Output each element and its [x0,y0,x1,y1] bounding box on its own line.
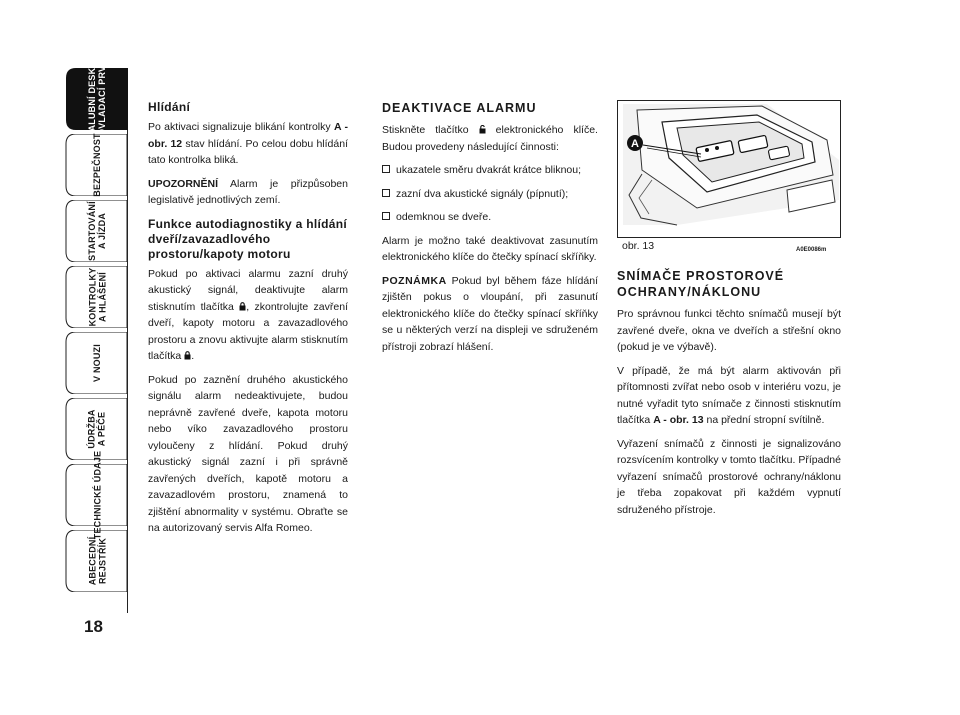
checkbox-bullet-icon [382,212,390,220]
page-number: 18 [84,617,103,636]
list-item: odemknou se dveře. [382,209,598,226]
checkbox-bullet-icon [382,189,390,197]
tab-label: PALUBNÍ DESKA A OVLADACÍ PRVKY [87,52,107,146]
list-item: zazní dva akustické signály (pípnutí); [382,186,598,203]
checkbox-bullet-icon [382,165,390,173]
unlock-icon [479,125,486,134]
paragraph: Po aktivaci signalizuje blikání kontrolky A - obr. 12 stav hlídání. Po celou dobu hlídání tato kontrolka bliká. [148,121,349,166]
paragraph: Stiskněte tlačítko elektronického klíče. Budou provedeny následující činnosti: [382,124,598,153]
paragraph: Pokud po zaznění druhého akustického signálu alarm nedeaktivujete, budou neprávně zavřené dveře, kapota motoru nebo víko zavazadlového prostoru vyloučeny z hlídání. Pokud druhý akustický signál zazní i při správně zavřených dveřích, kapotě motoru a zavazadlovém prostoru, znamená to zjištění abnormality v systému. Obraťte se na autorizovaný servis Alfa Romeo. [148,373,348,534]
chapter-tabs [56,52,128,648]
tab-kontrolky[interactable] [56,266,128,328]
roof-light-illustration [617,100,841,255]
column-2 [382,100,598,362]
column-3 [617,268,841,525]
tab-label: BEZPEČNOST [92,133,103,197]
figure-reference: A - obr. 12 [148,121,349,150]
paragraph: V případě, že má být alarm aktivován při přítomnosti zvířat nebo osob v interiéru vozu, je nutné vyřadit tyto snímače z činnosti stisknutím tlačítka A - obr. 13 na přední stropní svítilně. [617,364,841,426]
heading-funkce-autodiagnostiky: Funkce autodiagnostiky a hlídání dveří/zavazadlového prostoru/kapoty motoru [148,216,347,261]
figure-caption: obr. 13 [622,240,655,252]
figure-roof-light [617,100,841,255]
tab-label: V NOUZI [92,344,102,382]
note-label: UPOZORNĚNÍ [148,177,219,190]
tab-palubni-deska[interactable] [56,52,128,146]
column-1 [148,100,348,544]
tab-v-nouzi[interactable] [56,332,128,394]
tab-label: KONTROLKY A HLÁŠENÍ [87,267,107,327]
tab-bezpecnost[interactable] [56,134,128,196]
figure-code: A0E0086m [796,247,827,253]
heading-deaktivace-alarmu: DEAKTIVACE ALARMU [382,101,537,115]
note-label: POZNÁMKA [382,274,447,287]
tab-startovani[interactable] [56,200,128,262]
tab-label: ABECEDNÍ REJSTŘÍK [86,536,107,586]
callout-label: A [631,138,639,150]
figure-reference: A - obr. 13 [653,414,704,426]
tab-label: STARTOVÁNÍ A JÍZDA [86,201,107,261]
list-item: ukazatele směru dvakrát krátce bliknou; [382,162,598,179]
tab-label: TECHNICKÉ ÚDAJE [92,450,103,540]
tab-abecedni-rejstrik[interactable] [56,530,128,592]
info-note: POZNÁMKA Pokud byl během fáze hlídání zjištěn pokus o vloupání, při zasunutí elektronického klíče do čtečky spínací skříňky se u některých verzí na displeji ve sdruženém přístroji zobrazí hlášení. [382,274,598,353]
paragraph: Alarm je možno také deaktivovat zasunutím elektronického klíče do čtečky spínací skříňky. [382,234,598,263]
tab-technicke-udaje[interactable] [56,450,128,540]
warning-note: UPOZORNĚNÍ Alarm je přizpůsoben legislativě jednotlivých zemí. [148,177,348,206]
paragraph: Vyřazení snímačů z činnosti je signalizováno rozsvícením kontrolky v tomto tlačítku. Případné vyřazení snímačů prostorové ochrany/náklonu je třeba zopakovat při každém vypnutí sdruženého přístroje. [617,437,841,516]
paragraph: Pro správnou funkci těchto snímačů musejí být zavřené dveře, okna ve dveřích a střešní okno (pokud je ve výbavě). [617,308,841,353]
paragraph: Pokud po aktivaci alarmu zazní druhý akustický signál, deaktivujte alarm stisknutím tlačítka , zkontrolujte zavření dveří, kapoty motoru a zavazadlového prostoru a znovu aktivujte alarm stisknutím tlačítka . [148,267,348,362]
heading-snimace: SNÍMAČE PROSTOROVÉ OCHRANY/NÁKLONU [617,269,785,299]
action-list [382,162,598,226]
heading-hlidani: Hlídání [148,100,191,114]
tab-label: ÚDRŽBA A PÉČE [86,409,107,449]
